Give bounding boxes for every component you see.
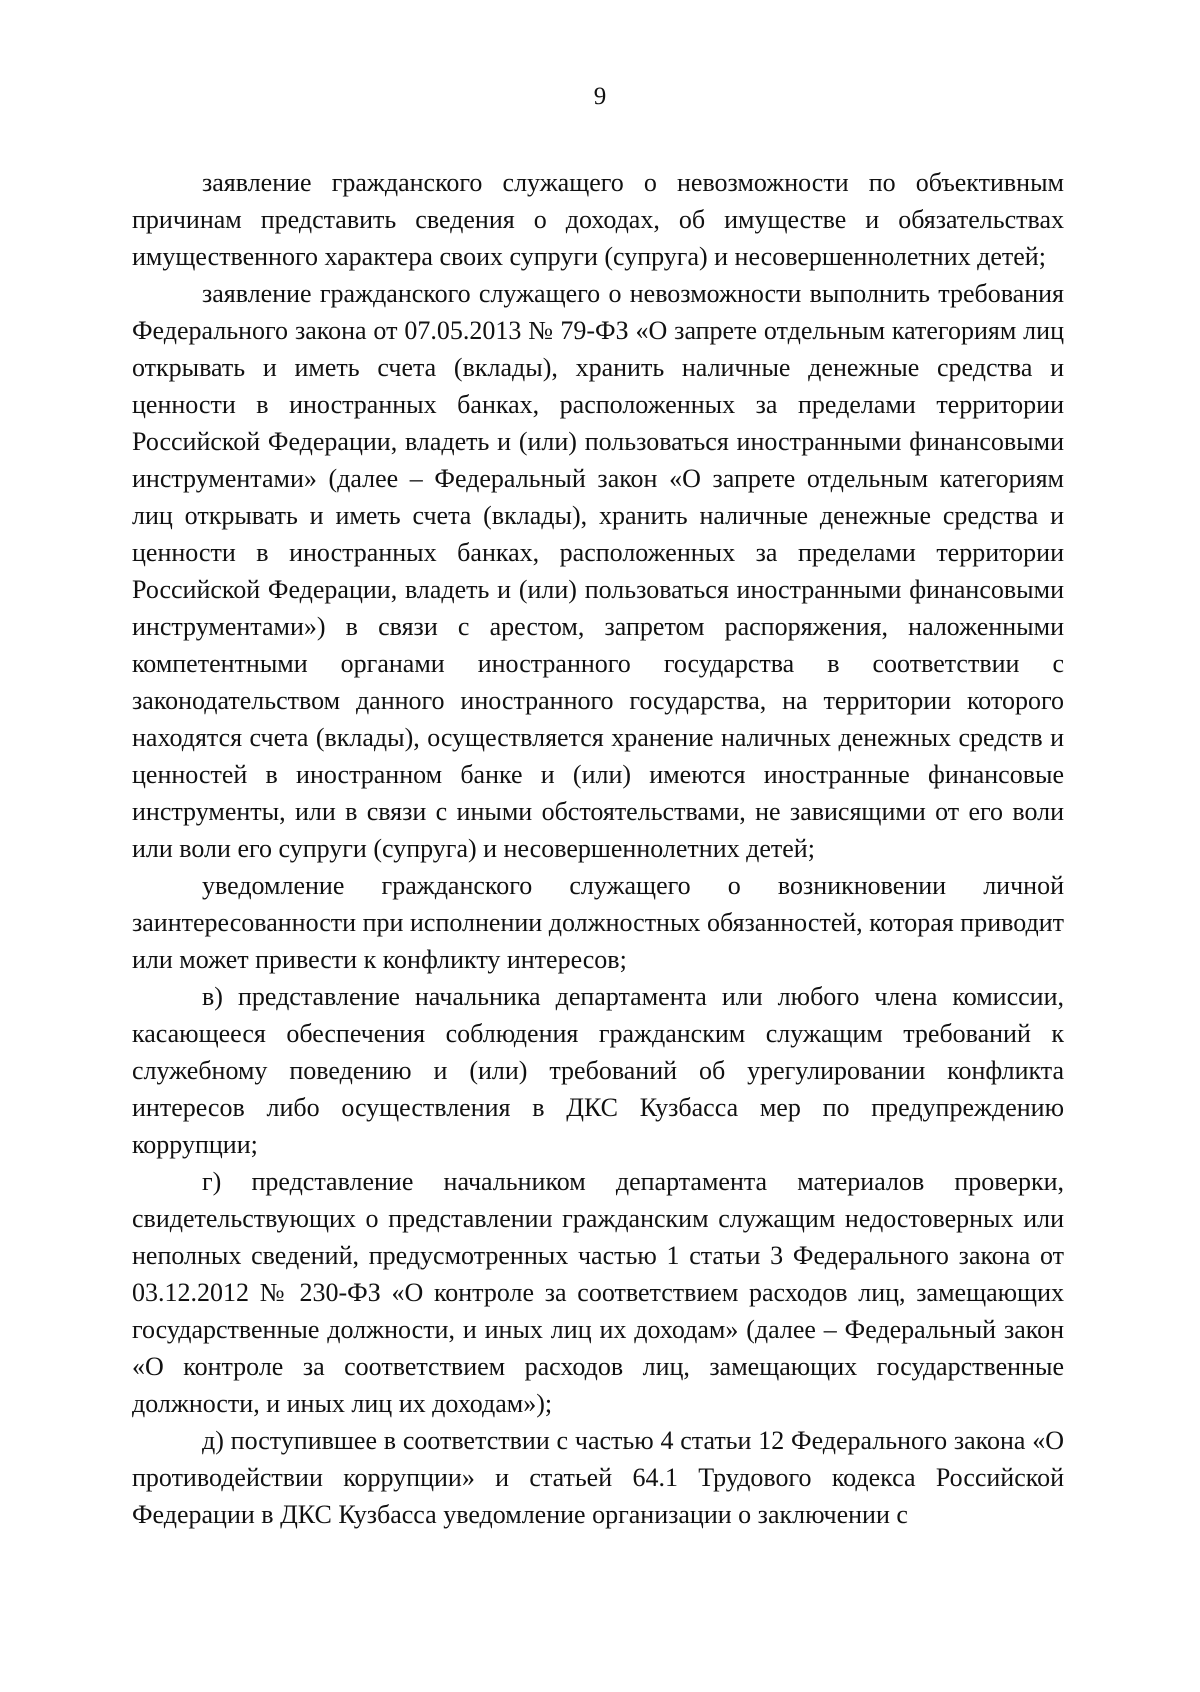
paragraph-item-v: в) представление начальника департамента или любого члена комиссии, касающееся обеспечения соблюдения гражданским служащим требований к служебному поведению и (или) требований об урегулировании конфликта интересов либо осуществления в ДКС Кузбасса мер по предупреждению коррупции;	[132, 982, 1064, 1159]
paragraph-notice-conflict-of-interest: уведомление гражданского служащего о возникновении личной заинтересованности при исполнении должностных обязанностей, которая приводит или может привести к конфликту интересов;	[132, 871, 1064, 974]
paragraph-item-d: д) поступившее в соответствии с частью 4 статьи 12 Федерального закона «О противодействии коррупции» и статьей 64.1 Трудового кодекса Российской Федерации в ДКС Кузбасса уведомление организации о заключении с	[132, 1426, 1064, 1529]
paragraph-item-g: г) представление начальником департамента материалов проверки, свидетельствующих о представлении гражданским служащим недостоверных или неполных сведений, предусмотренных частью 1 статьи 3 Федерального закона от 03.12.2012 № 230-ФЗ «О контроле за соответствием расходов лиц, замещающих государственные должности, и иных лиц их доходам» (далее – Федеральный закон «О контроле за соответствием расходов лиц, замещающих государственные должности, и иных лиц их доходам»);	[132, 1167, 1064, 1418]
paragraph-statement-foreign-accounts: заявление гражданского служащего о невозможности выполнить требования Федерального закона от 07.05.2013 № 79-ФЗ «О запрете отдельным категориям лиц открывать и иметь счета (вклады), хранить наличные денежные средства и ценности в иностранных банках, расположенных за пределами территории Российской Федерации, владеть и (или) пользоваться иностранными финансовыми инструментами» (далее – Федеральный закон «О запрете отдельным категориям лиц открывать и иметь счета (вклады), хранить наличные денежные средства и ценности в иностранных банках, расположенных за пределами территории Российской Федерации, владеть и (или) пользоваться иностранными финансовыми инструментами») в связи с арестом, запретом распоряжения, наложенными компетентными органами иностранного государства в соответствии с законодательством данного иностранного государства, на территории которого находятся счета (вклады), осуществляется хранение наличных денежных средств и ценностей в иностранном банке и (или) имеются иностранные финансовые инструменты, или в связи с иными обстоятельствами, не зависящими от его воли или воли его супруги (супруга) и несовершеннолетних детей;	[132, 279, 1064, 863]
document-body	[132, 164, 1064, 1533]
paragraph-statement-spouse-income: заявление гражданского служащего о невозможности по объективным причинам представить сведения о доходах, об имуществе и обязательствах имущественного характера своих супруги (супруга) и несовершеннолетних детей;	[132, 168, 1064, 271]
page-number: 9	[593, 83, 607, 110]
